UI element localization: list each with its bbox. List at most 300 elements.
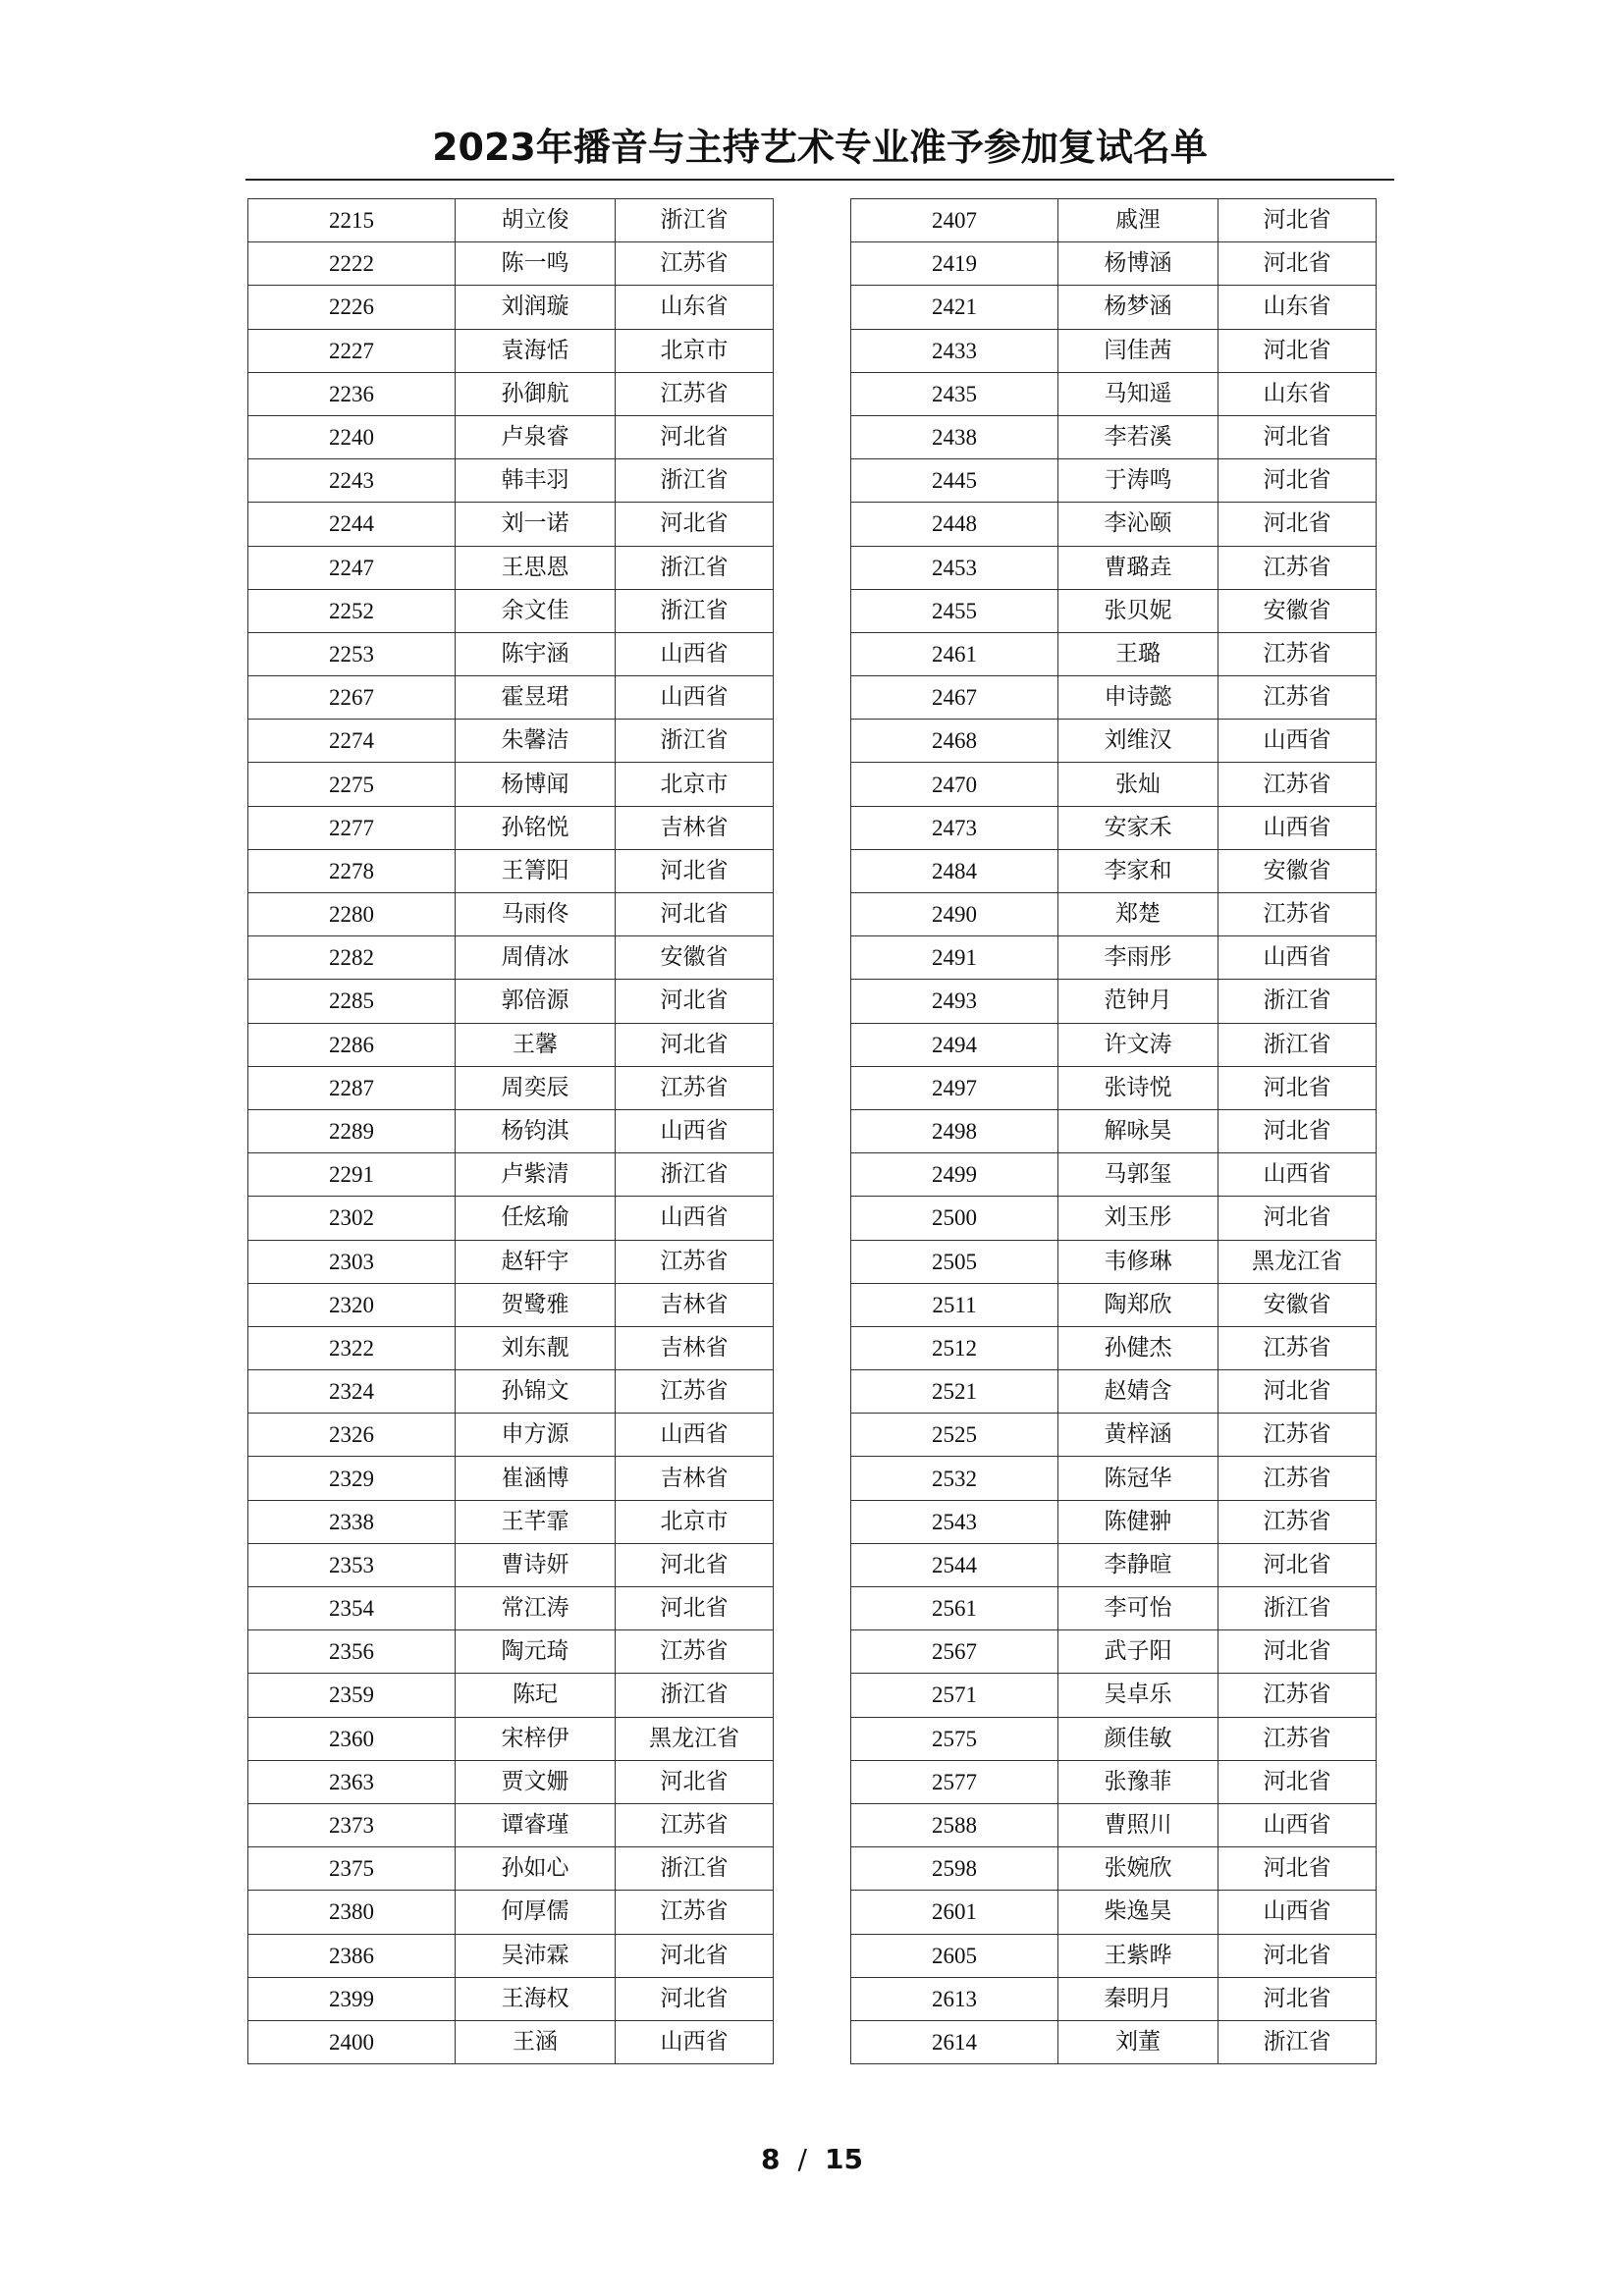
- table-row: [851, 806, 1377, 849]
- candidate-id: 2363: [248, 1760, 456, 1803]
- candidate-id: 2433: [851, 329, 1058, 372]
- candidate-province: 河北省: [1218, 242, 1377, 286]
- candidate-name: 郭倍源: [456, 980, 616, 1023]
- table-row: [248, 2020, 774, 2063]
- table-row: [248, 849, 774, 892]
- candidate-province: 河北省: [1218, 1066, 1377, 1109]
- candidate-name: 颜佳敏: [1058, 1717, 1218, 1760]
- candidate-name: 吴沛霖: [456, 1934, 616, 1977]
- candidate-id: 2356: [248, 1630, 456, 1674]
- candidate-name: 孙铭悦: [456, 806, 616, 849]
- candidate-id: 2445: [851, 459, 1058, 503]
- table-row: [248, 1414, 774, 1457]
- candidate-name: 安家禾: [1058, 806, 1218, 849]
- candidate-id: 2407: [851, 199, 1058, 242]
- candidate-province: 江苏省: [1218, 1500, 1377, 1543]
- candidate-id: 2470: [851, 763, 1058, 806]
- table-row: [248, 1023, 774, 1066]
- candidate-province: 浙江省: [616, 1847, 774, 1891]
- table-row: [248, 936, 774, 980]
- table-row: [851, 1500, 1377, 1543]
- candidate-id: 2448: [851, 503, 1058, 546]
- candidate-id: 2329: [248, 1457, 456, 1500]
- page-title: 2023年播音与主持艺术专业准予参加复试名单: [432, 126, 1208, 169]
- candidate-id: 2354: [248, 1587, 456, 1630]
- table-row: [851, 286, 1377, 329]
- candidate-province: 山东省: [1218, 286, 1377, 329]
- table-row: [248, 199, 774, 242]
- candidate-name: 贺鹭雅: [456, 1283, 616, 1326]
- candidate-province: 山西省: [1218, 1153, 1377, 1197]
- table-row: [248, 546, 774, 589]
- table-row: [248, 1500, 774, 1543]
- title-underline: [245, 179, 1394, 181]
- candidate-name: 杨博闻: [456, 763, 616, 806]
- candidate-province: 江苏省: [616, 1803, 774, 1846]
- candidate-province: 江苏省: [616, 242, 774, 286]
- candidate-name: 韦修琳: [1058, 1240, 1218, 1283]
- table-row: [248, 1717, 774, 1760]
- table-row: [248, 1066, 774, 1109]
- candidate-id: 2359: [248, 1674, 456, 1717]
- candidate-name: 杨梦涵: [1058, 286, 1218, 329]
- candidate-name: 申方源: [456, 1414, 616, 1457]
- candidate-name: 曹照川: [1058, 1803, 1218, 1846]
- table-row: [851, 2020, 1377, 2063]
- candidate-province: 江苏省: [616, 372, 774, 415]
- candidate-province: 北京市: [616, 763, 774, 806]
- candidate-name: 刘董: [1058, 2020, 1218, 2063]
- candidate-id: 2386: [248, 1934, 456, 1977]
- table-row: [851, 1326, 1377, 1369]
- table-row: [248, 503, 774, 546]
- candidate-name: 闫佳茜: [1058, 329, 1218, 372]
- candidate-name: 刘玉彤: [1058, 1197, 1218, 1240]
- candidate-id: 2215: [248, 199, 456, 242]
- table-row: [851, 1414, 1377, 1457]
- candidate-name: 王箐阳: [456, 849, 616, 892]
- candidate-name: 刘维汉: [1058, 720, 1218, 763]
- candidate-id: 2285: [248, 980, 456, 1023]
- candidate-province: 山西省: [1218, 720, 1377, 763]
- candidate-province: 山西省: [1218, 806, 1377, 849]
- candidate-name: 周奕辰: [456, 1066, 616, 1109]
- candidate-province: 河北省: [616, 980, 774, 1023]
- candidate-id: 2287: [248, 1066, 456, 1109]
- table-row: [851, 199, 1377, 242]
- candidate-province: 山东省: [616, 286, 774, 329]
- candidate-id: 2326: [248, 1414, 456, 1457]
- table-row: [851, 1283, 1377, 1326]
- table-row: [248, 676, 774, 720]
- candidate-province: 河北省: [616, 849, 774, 892]
- candidate-name: 杨博涵: [1058, 242, 1218, 286]
- table-row: [248, 632, 774, 675]
- candidate-name: 王涵: [456, 2020, 616, 2063]
- candidate-id: 2575: [851, 1717, 1058, 1760]
- candidate-name: 戚浬: [1058, 199, 1218, 242]
- candidate-province: 安徽省: [1218, 1283, 1377, 1326]
- roster-table-left: [247, 198, 774, 2064]
- table-row: [851, 763, 1377, 806]
- candidate-id: 2543: [851, 1500, 1058, 1543]
- table-row: [851, 1847, 1377, 1891]
- candidate-id: 2571: [851, 1674, 1058, 1717]
- candidate-province: 河北省: [1218, 329, 1377, 372]
- candidate-id: 2275: [248, 763, 456, 806]
- candidate-name: 宋梓伊: [456, 1717, 616, 1760]
- candidate-name: 王海权: [456, 1977, 616, 2020]
- candidate-province: 江苏省: [616, 1370, 774, 1414]
- candidate-id: 2490: [851, 893, 1058, 936]
- candidate-province: 山西省: [1218, 936, 1377, 980]
- candidate-province: 吉林省: [616, 806, 774, 849]
- candidate-id: 2302: [248, 1197, 456, 1240]
- table-row: [851, 1630, 1377, 1674]
- candidate-id: 2525: [851, 1414, 1058, 1457]
- candidate-name: 吴卓乐: [1058, 1674, 1218, 1717]
- page-separator: /: [797, 2143, 807, 2175]
- candidate-id: 2419: [851, 242, 1058, 286]
- candidate-id: 2373: [248, 1803, 456, 1846]
- candidate-id: 2278: [248, 849, 456, 892]
- candidate-name: 卢泉睿: [456, 415, 616, 458]
- table-row: [851, 589, 1377, 632]
- candidate-province: 山西省: [1218, 1891, 1377, 1934]
- candidate-name: 陈玘: [456, 1674, 616, 1717]
- candidate-province: 浙江省: [616, 1153, 774, 1197]
- candidate-name: 霍昱珺: [456, 676, 616, 720]
- table-row: [851, 1803, 1377, 1846]
- candidate-id: 2289: [248, 1109, 456, 1152]
- candidate-name: 刘润璇: [456, 286, 616, 329]
- candidate-id: 2226: [248, 286, 456, 329]
- candidate-province: 江苏省: [1218, 676, 1377, 720]
- candidate-province: 河北省: [1218, 503, 1377, 546]
- roster-table-right: [850, 198, 1377, 2064]
- table-row: [851, 980, 1377, 1023]
- table-row: [248, 286, 774, 329]
- candidate-name: 常江涛: [456, 1587, 616, 1630]
- candidate-name: 于涛鸣: [1058, 459, 1218, 503]
- table-row: [248, 1153, 774, 1197]
- candidate-id: 2320: [248, 1283, 456, 1326]
- candidate-province: 浙江省: [1218, 1023, 1377, 1066]
- candidate-province: 河北省: [1218, 1630, 1377, 1674]
- candidate-name: 李静暄: [1058, 1543, 1218, 1586]
- candidate-id: 2274: [248, 720, 456, 763]
- candidate-id: 2455: [851, 589, 1058, 632]
- candidate-id: 2500: [851, 1197, 1058, 1240]
- candidate-name: 张贝妮: [1058, 589, 1218, 632]
- candidate-province: 河北省: [616, 893, 774, 936]
- table-row: [248, 242, 774, 286]
- candidate-name: 王馨: [456, 1023, 616, 1066]
- candidate-name: 孙健杰: [1058, 1326, 1218, 1369]
- table-row: [248, 1283, 774, 1326]
- candidate-province: 河北省: [1218, 459, 1377, 503]
- candidate-province: 浙江省: [616, 720, 774, 763]
- table-row: [248, 1674, 774, 1717]
- candidate-name: 曹诗妍: [456, 1543, 616, 1586]
- candidate-name: 王思恩: [456, 546, 616, 589]
- candidate-name: 孙锦文: [456, 1370, 616, 1414]
- table-row: [248, 329, 774, 372]
- table-row: [248, 806, 774, 849]
- table-row: [248, 893, 774, 936]
- candidate-name: 袁海恬: [456, 329, 616, 372]
- candidate-id: 2353: [248, 1543, 456, 1586]
- candidate-name: 何厚儒: [456, 1891, 616, 1934]
- table-row: [851, 459, 1377, 503]
- table-row: [248, 1760, 774, 1803]
- candidate-province: 河北省: [1218, 1109, 1377, 1152]
- table-row: [248, 1847, 774, 1891]
- candidate-name: 申诗懿: [1058, 676, 1218, 720]
- candidate-name: 陈健翀: [1058, 1500, 1218, 1543]
- candidate-province: 江苏省: [1218, 546, 1377, 589]
- candidate-name: 马郭玺: [1058, 1153, 1218, 1197]
- candidate-name: 韩丰羽: [456, 459, 616, 503]
- candidate-id: 2588: [851, 1803, 1058, 1846]
- table-row: [851, 329, 1377, 372]
- table-row: [248, 720, 774, 763]
- candidate-name: 陈一鸣: [456, 242, 616, 286]
- candidate-id: 2613: [851, 1977, 1058, 2020]
- candidate-province: 黑龙江省: [1218, 1240, 1377, 1283]
- candidate-id: 2498: [851, 1109, 1058, 1152]
- table-row: [248, 763, 774, 806]
- candidate-province: 河北省: [616, 503, 774, 546]
- table-row: [851, 1197, 1377, 1240]
- candidate-id: 2614: [851, 2020, 1058, 2063]
- candidate-name: 张诗悦: [1058, 1066, 1218, 1109]
- candidate-province: 江苏省: [1218, 1326, 1377, 1369]
- candidate-province: 河北省: [616, 415, 774, 458]
- table-row: [851, 893, 1377, 936]
- table-row: [248, 1587, 774, 1630]
- candidate-province: 安徽省: [1218, 849, 1377, 892]
- candidate-name: 范钟月: [1058, 980, 1218, 1023]
- candidate-id: 2338: [248, 1500, 456, 1543]
- candidate-province: 吉林省: [616, 1283, 774, 1326]
- candidate-name: 黄梓涵: [1058, 1414, 1218, 1457]
- candidate-province: 黑龙江省: [616, 1717, 774, 1760]
- candidate-id: 2322: [248, 1326, 456, 1369]
- candidate-name: 杨钧淇: [456, 1109, 616, 1152]
- candidate-province: 江苏省: [1218, 1674, 1377, 1717]
- candidate-province: 江苏省: [616, 1240, 774, 1283]
- candidate-id: 2222: [248, 242, 456, 286]
- candidate-province: 河北省: [1218, 199, 1377, 242]
- table-row: [851, 1760, 1377, 1803]
- candidate-name: 余文佳: [456, 589, 616, 632]
- candidate-province: 江苏省: [616, 1630, 774, 1674]
- candidate-id: 2438: [851, 415, 1058, 458]
- candidate-name: 陈宇涵: [456, 632, 616, 675]
- candidate-id: 2303: [248, 1240, 456, 1283]
- candidate-province: 浙江省: [1218, 2020, 1377, 2063]
- candidate-province: 山西省: [616, 632, 774, 675]
- candidate-province: 河北省: [1218, 1977, 1377, 2020]
- table-row: [248, 372, 774, 415]
- candidate-province: 北京市: [616, 1500, 774, 1543]
- candidate-province: 山西省: [616, 1197, 774, 1240]
- candidate-id: 2511: [851, 1283, 1058, 1326]
- candidate-province: 山西省: [616, 1414, 774, 1457]
- table-row: [851, 1109, 1377, 1152]
- table-row: [851, 1066, 1377, 1109]
- candidate-province: 浙江省: [616, 589, 774, 632]
- table-row: [248, 1543, 774, 1586]
- candidate-province: 河北省: [1218, 1847, 1377, 1891]
- table-row: [851, 1674, 1377, 1717]
- candidate-name: 李可怡: [1058, 1587, 1218, 1630]
- candidate-name: 柴逸昊: [1058, 1891, 1218, 1934]
- candidate-id: 2227: [248, 329, 456, 372]
- candidate-id: 2243: [248, 459, 456, 503]
- candidate-province: 江苏省: [1218, 1414, 1377, 1457]
- candidate-name: 周倩冰: [456, 936, 616, 980]
- table-row: [851, 546, 1377, 589]
- candidate-province: 山西省: [616, 1109, 774, 1152]
- candidate-province: 河北省: [1218, 1934, 1377, 1977]
- candidate-id: 2491: [851, 936, 1058, 980]
- candidate-id: 2577: [851, 1760, 1058, 1803]
- candidate-id: 2468: [851, 720, 1058, 763]
- candidate-id: 2505: [851, 1240, 1058, 1283]
- candidate-name: 谭睿瑾: [456, 1803, 616, 1846]
- candidate-province: 河北省: [1218, 1370, 1377, 1414]
- table-row: [851, 1977, 1377, 2020]
- table-row: [851, 1891, 1377, 1934]
- candidate-name: 张灿: [1058, 763, 1218, 806]
- candidate-name: 陶郑欣: [1058, 1283, 1218, 1326]
- candidate-id: 2494: [851, 1023, 1058, 1066]
- candidate-id: 2253: [248, 632, 456, 675]
- table-row: [851, 632, 1377, 675]
- table-row: [851, 1934, 1377, 1977]
- table-row: [851, 1717, 1377, 1760]
- candidate-id: 2240: [248, 415, 456, 458]
- candidate-id: 2598: [851, 1847, 1058, 1891]
- candidate-province: 河北省: [1218, 1543, 1377, 1586]
- candidate-province: 河北省: [616, 1760, 774, 1803]
- candidate-name: 张豫菲: [1058, 1760, 1218, 1803]
- candidate-name: 任炫瑜: [456, 1197, 616, 1240]
- candidate-id: 2544: [851, 1543, 1058, 1586]
- table-row: [851, 372, 1377, 415]
- candidate-id: 2499: [851, 1153, 1058, 1197]
- table-row: [851, 1023, 1377, 1066]
- candidate-id: 2280: [248, 893, 456, 936]
- candidate-name: 解咏昊: [1058, 1109, 1218, 1152]
- candidate-id: 2375: [248, 1847, 456, 1891]
- candidate-province: 河北省: [1218, 1197, 1377, 1240]
- candidate-name: 陈冠华: [1058, 1457, 1218, 1500]
- candidate-province: 浙江省: [616, 1674, 774, 1717]
- candidate-province: 江苏省: [616, 1066, 774, 1109]
- candidate-name: 李沁颐: [1058, 503, 1218, 546]
- candidate-id: 2282: [248, 936, 456, 980]
- table-row: [248, 1803, 774, 1846]
- candidate-province: 吉林省: [616, 1457, 774, 1500]
- candidate-province: 江苏省: [1218, 763, 1377, 806]
- candidate-name: 孙御航: [456, 372, 616, 415]
- candidate-province: 河北省: [616, 1543, 774, 1586]
- candidate-id: 2286: [248, 1023, 456, 1066]
- candidate-province: 安徽省: [616, 936, 774, 980]
- table-row: [248, 1370, 774, 1414]
- candidate-name: 贾文姗: [456, 1760, 616, 1803]
- table-row: [851, 936, 1377, 980]
- candidate-province: 山东省: [1218, 372, 1377, 415]
- table-row: [851, 503, 1377, 546]
- candidate-id: 2467: [851, 676, 1058, 720]
- candidate-province: 北京市: [616, 329, 774, 372]
- candidate-province: 山西省: [1218, 1803, 1377, 1846]
- table-row: [248, 1240, 774, 1283]
- table-row: [248, 1934, 774, 1977]
- candidate-province: 江苏省: [1218, 893, 1377, 936]
- candidate-name: 卢紫清: [456, 1153, 616, 1197]
- candidate-id: 2360: [248, 1717, 456, 1760]
- table-row: [851, 720, 1377, 763]
- candidate-id: 2512: [851, 1326, 1058, 1369]
- candidate-province: 浙江省: [616, 459, 774, 503]
- candidate-name: 崔涵博: [456, 1457, 616, 1500]
- table-row: [851, 1153, 1377, 1197]
- candidate-id: 2473: [851, 806, 1058, 849]
- table-row: [851, 1587, 1377, 1630]
- candidate-id: 2247: [248, 546, 456, 589]
- candidate-name: 马雨佟: [456, 893, 616, 936]
- table-row: [851, 242, 1377, 286]
- candidate-province: 吉林省: [616, 1326, 774, 1369]
- candidate-id: 2532: [851, 1457, 1058, 1500]
- candidate-id: 2497: [851, 1066, 1058, 1109]
- candidate-name: 刘东靓: [456, 1326, 616, 1369]
- candidate-name: 李雨彤: [1058, 936, 1218, 980]
- candidate-id: 2605: [851, 1934, 1058, 1977]
- candidate-province: 浙江省: [1218, 1587, 1377, 1630]
- candidate-id: 2493: [851, 980, 1058, 1023]
- candidate-name: 赵轩宇: [456, 1240, 616, 1283]
- table-row: [851, 1240, 1377, 1283]
- candidate-province: 河北省: [616, 1587, 774, 1630]
- candidate-id: 2380: [248, 1891, 456, 1934]
- candidate-province: 浙江省: [1218, 980, 1377, 1023]
- candidate-name: 陶元琦: [456, 1630, 616, 1674]
- table-row: [248, 1109, 774, 1152]
- candidate-province: 浙江省: [616, 546, 774, 589]
- table-row: [248, 1197, 774, 1240]
- current-page: 8: [761, 2143, 781, 2175]
- candidate-name: 王芊霏: [456, 1500, 616, 1543]
- table-row: [248, 589, 774, 632]
- candidate-name: 王璐: [1058, 632, 1218, 675]
- candidate-name: 李家和: [1058, 849, 1218, 892]
- candidate-province: 山西省: [616, 2020, 774, 2063]
- table-row: [851, 676, 1377, 720]
- candidate-name: 朱馨洁: [456, 720, 616, 763]
- candidate-id: 2252: [248, 589, 456, 632]
- candidate-province: 江苏省: [1218, 1457, 1377, 1500]
- table-row: [248, 980, 774, 1023]
- candidate-id: 2461: [851, 632, 1058, 675]
- candidate-province: 江苏省: [616, 1891, 774, 1934]
- candidate-name: 张婉欣: [1058, 1847, 1218, 1891]
